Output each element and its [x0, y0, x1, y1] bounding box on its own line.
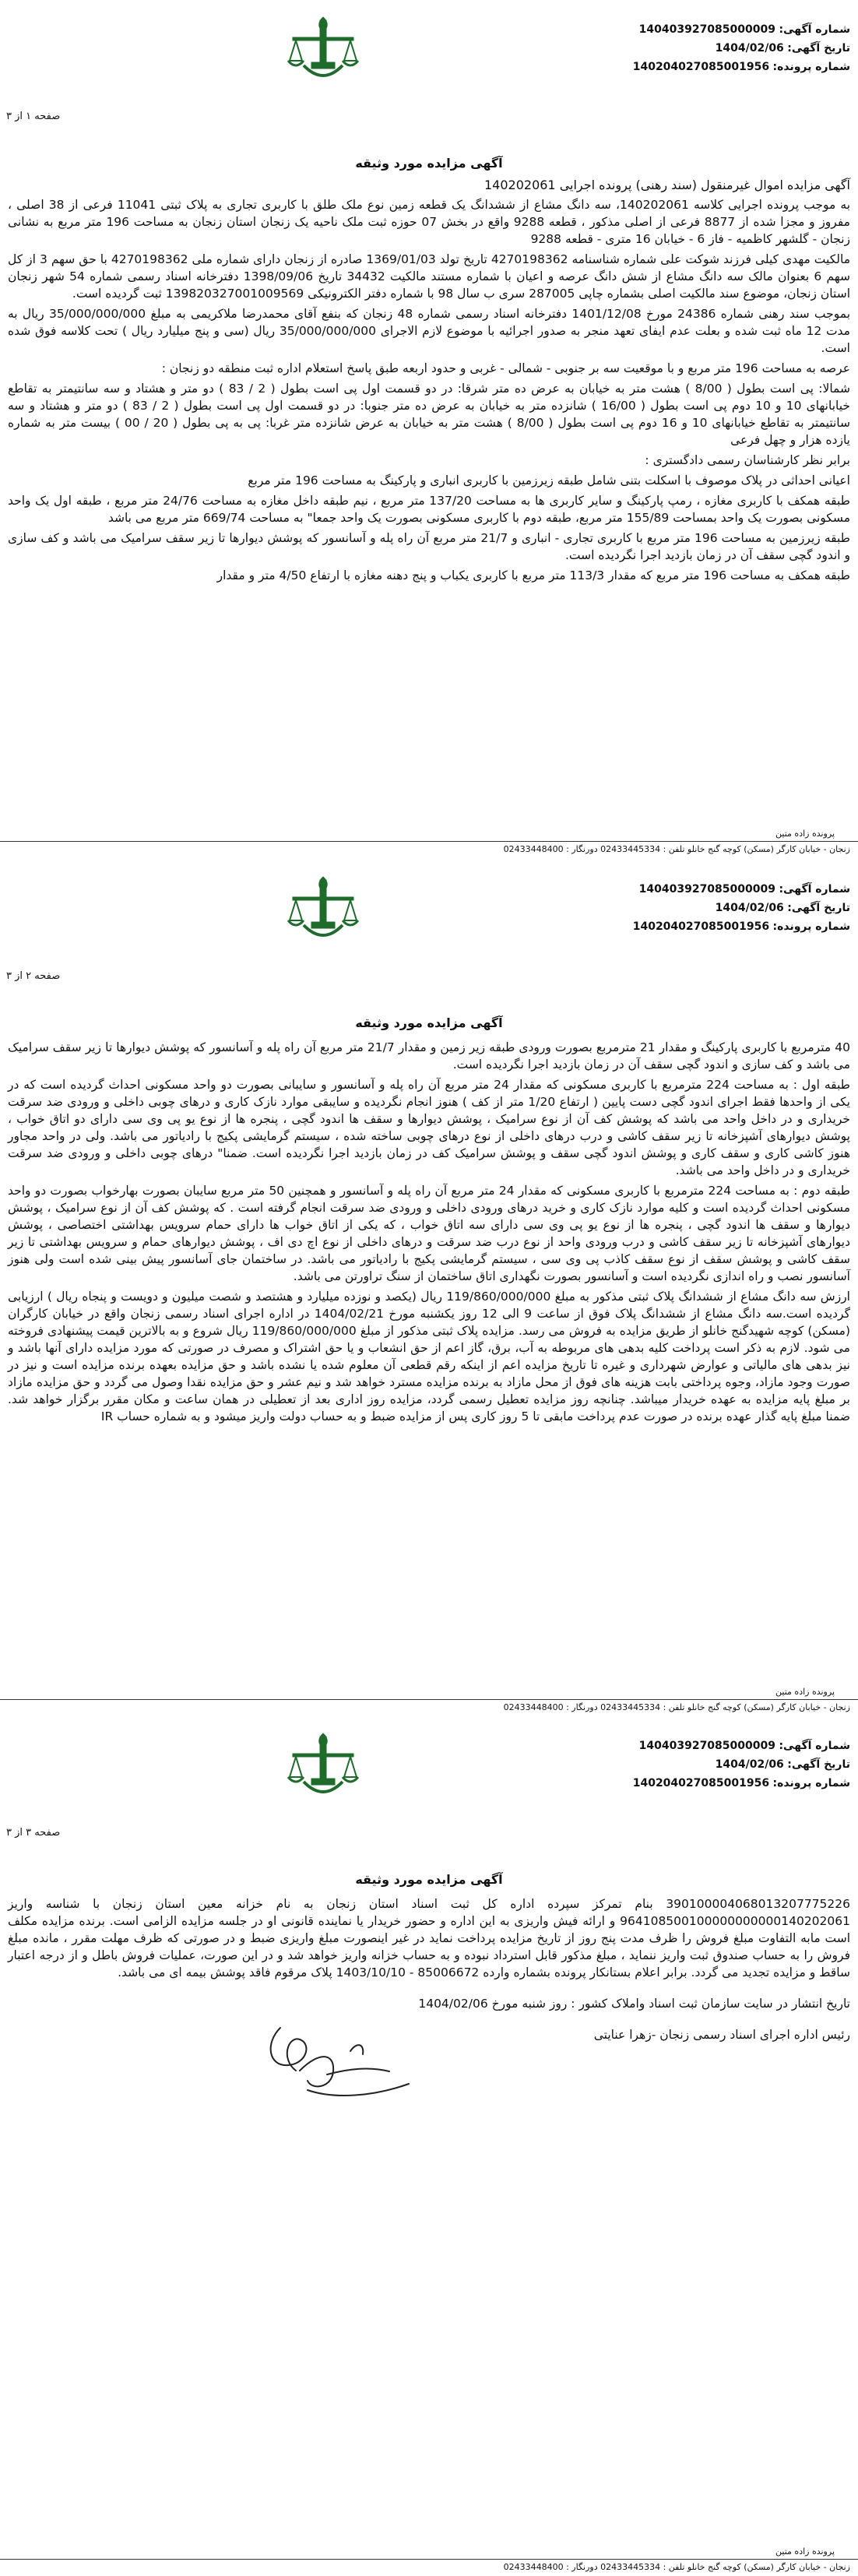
footer-divider: [0, 2559, 858, 2560]
page-header: [0, 0, 858, 156]
body-paragraph: طبقه همکف به مساحت 196 متر مربع که مقدار 113/3 متر مربع با کاربری یکباب و پنج دهنه مغازه با ارتفاع 4/50 متر و مقدار: [216, 568, 850, 582]
body-paragraph: طبقه دوم : به مساحت 224 مترمربع با کاربری مسکونی که مقدار 24 متر مربع آن راه پله و آسانسور و همچنین 50 متر مربع سایبان بصورت بهارخواب بصورت دو واحد مسکونی احداث گردیده است و کلیه موارد نازک کاری و خرید درهای ورودی داخلی و ورودی ضد سرقت انجام گرفته است . که پوشش کف آن از نوع سرامیک ، پوشش دیوارها و سقف ها اندود گچی ، پنجره ها از نوع یو پی وی سی دارای سه اتاق خواب ، که یکی از اتاق خواب ها دارای حمام سرویس بهداشتی اختصاصی ، پوشش دیوارهای آشپزخانه تا زیر سقف کاشی و درب ورودی واحد از نوع درب ضد سرقت و درهای داخلی از نوع اچ دی اف ، پوشش دیوارهای حمام و سرویس بهداشتی تا زیر سقف کاشی و پوشش سقف از نوع سقف کاذب پی وی سی ، سیستم گرمایشی پکیج با رادیاتور می باشد. در ساختمان جای آسانسور پیش بینی شده است ولی هنوز آسانسور نصب و راه اندازی نگردیده است و آسانسور بصورت نگهداری اتاق ساختمان از سنگ تراورتن می باشد.: [8, 1184, 850, 1283]
ad-meta: [405, 1737, 858, 1793]
file-number-value: 140204027085001956: [632, 920, 770, 933]
ad-title: آگهی مزایده مورد وثیقه: [355, 1015, 503, 1030]
footer-signature-label: پرونده زاده متین: [775, 829, 835, 839]
ad-date-label: تاریخ آگهی:: [787, 42, 850, 55]
ad-date-label: تاریخ آگهی:: [787, 1758, 850, 1771]
footer-signature-label: پرونده زاده متین: [775, 1687, 835, 1697]
footer-divider: [0, 841, 858, 842]
body-paragraph: 390100004068013207775226 بنام تمرکز سپرده اداره کل ثبت اسناد استان زنجان به نام خزانه معین استان زنجان با شناسه واریز 964108500100000000000140202061 و ارائه فیش واریزی به این اداره و حضور خریدار یا نماینده قانونی او در جلسه مزایده الزامی است. برنده مزایده مکلف است مابه التفاوت مبلغ فروش را ظرف مدت پنج روز از تاریخ مزایده پرداخت نماید در غیر اینصورت مبلغ واریزی ضبط و در صورتی که ظرف مهلت مقرر ، مانده مبلغ فروش را به حساب صندوق ثبت واریز ننماید ، مبلغ مذکور قابل استرداد نبوده و به حساب خزانه واریز خواهد شد و در این صورت، عملیات فروش باطل و از درجه اعتبار ساقط و مزایده تجدید می گردد. برابر اعلام بستانکار پرونده بشماره وارده 85006672 - 1403/10/10 پلاک مرقوم فاقد پوشش بیمه ای می باشد.: [8, 1897, 850, 1980]
body-paragraph: طبقه اول : به مساحت 224 مترمربع با کاربری مسکونی که مقدار 24 متر مربع آن راه پله و آسانسور و سایبانی بصورت دو واحد مسکونی احداث گردیده است که در یکی از واحدها فقط اجرای اندود گچی دست پایین ( ارتفاع 1/20 متر از کف ) هنوز انجام نگردیده و سایبقی موارد نازک کاری و درهای چوبی داخلی و ورودی ضد سرقت خریداری و در داخل واحد می باشد که پوشش کف آن از نوع سرامیک ، پوشش دیوارها و سقف ها اندود گچی ، پنجره ها از نوع یو پی وی سی دارای دو اتاق خواب ، پوشش دیوارهای آشپزخانه تا زیر سقف کاشی و درب درهای داخلی از نوع درهای چوبی ساخته شده ، سیستم گرمایشی پکیج با رادیاتور می باشد. ولی در واحد مجاور هنوز کاشی کاری و سقف کاری و پوشش اندود گچی سقف و پوشش سرامیک کف در زمان بازدید اجرا نگردیده است. ضمنا" درهای چوبی داخلی و ورودی ضد سرقت خریداری و در داخل واحد می باشد.: [8, 1078, 850, 1177]
ad-number-label: شماره آگهی:: [779, 23, 850, 36]
ad-number-value: 140403927085000009: [638, 1740, 775, 1752]
footer-address: زنجان - خیابان کارگر (مسکن) کوچه گنج خانلو تلفن : 02433445334 دورنگار : 02433448400: [503, 1702, 850, 1712]
page-3: [0, 1716, 858, 2576]
body-paragraph: به موجب پرونده اجرایی کلاسه 140202061، سه دانگ مشاع از ششدانگ یک قطعه زمین نوع ملک طلق با کاربری تجاری به پلاک ثبتی 11041 فرعی از 38 اصلی ، مفروز و مجزا شده از 8877 فرعی از اصلی مذکور ، قطعه 9288 واقع در بخش 07 حوزه ثبت ملک ناحیه یک زنجان استان زنجان به مساحت 196 متر مربع به نشانی زنجان - گلشهر کاظمیه - فاز 6 - خیابان 16 متری - قطعه 9288: [8, 198, 851, 246]
footer-address: زنجان - خیابان کارگر (مسکن) کوچه گنج خانلو تلفن : 02433445334 دورنگار : 02433448400: [503, 2562, 850, 2572]
ad-meta: [405, 880, 858, 936]
page-header: [0, 860, 858, 1015]
ad-date-value: 1404/02/06: [715, 42, 784, 55]
ad-title: آگهی مزایده مورد وثیقه: [355, 1872, 503, 1887]
body-paragraph: بموجب سند رهنی شماره 24386 مورخ 1401/12/08 دفترخانه اسناد رسمی شماره 48 زنجان که بنفع آقای محمدرضا ملاکریمی به مبلغ 35/000/000/000 ریال به مدت 12 ماه ثبت شده و بعلت عدم ایفای تعهد منجر به صدور اجرائیه با موضوع لازم الاجرای 35/000/000/000 ریال (سی و پنج میلیارد ریال ) تحت کلاسه فوق شده است.: [8, 307, 851, 355]
ad-number-label: شماره آگهی:: [779, 883, 850, 896]
page-header: [0, 1716, 858, 1872]
file-number-label: شماره پرونده:: [772, 920, 850, 933]
footer-address: زنجان - خیابان کارگر (مسکن) کوچه گنج خانلو تلفن : 02433445334 دورنگار : 02433448400: [503, 844, 850, 854]
ad-date-value: 1404/02/06: [715, 902, 784, 914]
body-paragraph: طبقه همکف با کاربری مغازه ، رمپ پارکینگ و سایر کاربری ها به مساحت 137/20 متر مربع ، نیم طبقه داخل مغازه به مساحت 24/76 متر مربع ، طبقه اول یک واحد مسکونی بصورت یک واحد بمساحت 155/89 متر مربع، طبقه دوم با کاربری مسکونی بصورت یک واحد جمعا" به مساحت 669/74 متر مربع می باشد: [8, 494, 850, 525]
judiciary-emblem: [273, 1730, 374, 1847]
body-paragraph: اعیانی احداثی در پلاک موصوف با اسکلت بتنی شامل طبقه زیرزمین با کاربری انباری و پارکینگ به مساحت 196 متر مربع: [248, 473, 850, 487]
ad-number-label: شماره آگهی:: [779, 1740, 850, 1752]
file-number-value: 140204027085001956: [632, 61, 770, 73]
body-paragraph: مالکیت مهدی کیلی فرزند شوکت علی شماره شناسنامه 4270198362 تاریخ تولد 1369/01/03 صادره از زنجان دارای شماره ملی 4270198362 با حق سهم 3 از کل سهم 6 بعنوان مالک سه دانگ مشاع از شش دانگ عرصه و اعیان با شماره مستند مالکیت 34432 تاریخ 1398/09/06 دفترخانه اسناد رسمی شماره 54 شهر زنجان استان زنجان، موضوع سند مالکیت اصلی بشماره چاپی 287005 سری ب سال 98 با شماره دفتر الکترونیکی 139820327001009569 ثبت گردیده است.: [8, 252, 850, 301]
page-2: [0, 860, 858, 1716]
ad-meta: [405, 20, 858, 76]
body-paragraph: شمالا: پی است بطول ( 8/00 ) هشت متر به خیابان به عرض ده متر شرقا: در دو قسمت اول پی است بطول ( 2 / 83 ) دو متر و هشتاد و سه سانتیمتر به تقاطع خیابانهای 10 و 10 دوم پی است بطول ( 16/00 ) شانزده متر به خیابان به عرض ده متر جنوبا: در دو قسمت اول پی است بطول ( 2 / 83 ) دو متر و هشتاد و سه سانتیمتر به تقاطع خیابانهای 10 و 16 دوم پی است بطول ( 8/00 ) هشت متر به خیابان به عرض شانزده متر غربا: پی به پی بطول ( 20 / 00 ) بیست متر به شماره یازده هزار و چهل فرعی: [8, 382, 851, 447]
ad-date-label: تاریخ آگهی:: [787, 902, 850, 914]
body-paragraph: 40 مترمربع با کاربری پارکینگ و مقدار 21 مترمربع بصورت ورودی طبقه زیر زمین و مقدار 21/7 متر مربع آن راه پله و آسانسور که پوشش دیوارها تا زیر سقف سرامیک می باشد و کف سازی و اندود گچی سقف آن در زمان بازدید اجرا نگردیده است.: [8, 1040, 850, 1072]
footer-signature-label: پرونده زاده متین: [775, 2546, 835, 2557]
ad-date-value: 1404/02/06: [715, 1758, 784, 1771]
body-paragraph: ارزش سه دانگ مشاع از ششدانگ پلاک ثبتی مذکور به مبلغ 119/860/000/000 ریال (یکصد و نوزده میلیارد و هشتصد و شصت میلیون و دویست و پنجاه ریال ) ارزیابی گردیده است.سه دانگ مشاع از ششدانگ پلاک فوق از ساعت 9 الی 12 روز یکشنبه مورخ 1404/02/21 در اداره اجرای اسناد رسمی زنجان واقع در خیابان کارگران (مسکن) کوچه شهیدگنج خانلو از طریق مزایده به فروش می رسد. مزایده پلاک ثبتی مذکور از مبلغ 119/860/000/000 ریال شروع و به بالاترین قیمت پیشنهادی فروخته می شود. لازم به ذکر است پرداخت کلیه بدهی های مربوطه به آب، برق، گاز اعم از حق انشعاب و یا حق اشتراک و مصرف در صورتی که مورد مزایده دارای آنها باشد و نیز بدهی های مالیاتی و عوارض شهرداری و غیره تا تاریخ مزایده اعم از اینکه رقم قطعی آن معلوم شده یا نشده باشد و حق مزایده بعهده برنده مزایده است و نیز در صورت وجود مازاد، وجوه پرداختی بابت هزینه های فوق از محل مازاد به برنده مزایده مسترد خواهد شد و نیم عشر و حق مزایده نقدا وصول می گردد و حق مزایده مازاد بر مبلغ پایه مزایده به عهده خریدار میباشد. چنانچه روز مزایده تعطیل رسمی گردد، مزایده روز اداری بعد از تعطیلی در همان ساعت و مکان مقرر برگزار خواهد شد. ضمنا مبلغ پایه گذار عهده برنده در صورت عدم پرداخت مابقی تا 5 روز کاری پس از مزایده ضبط و به حساب دولت واریز میشود و به شماره حساب IR: [8, 1290, 850, 1423]
ad-body: [0, 1034, 858, 1425]
body-paragraph: برابر نظر کارشناسان رسمی دادگستری :: [645, 453, 850, 467]
ad-body: [0, 196, 858, 584]
body-paragraph: طبقه زیرزمین به مساحت 196 متر مربع با کاربری تجاری - انباری و 21/7 متر مربع آن راه پله و آسانسور که پوشش دیوارها تا زیر سقف سرامیک می باشد و کف سازی و اندود گچی سقف آن در زمان بازدید اجرا نگردیده است.: [8, 531, 850, 562]
judiciary-emblem: [273, 874, 374, 991]
body-paragraph: عرصه به مساحت 196 متر مربع و با موقعیت سه بر جنوبی - شمالی - غربی و حدود اربعه طبق پاسخ استعلام اداره ثبت منطقه دو زنجان :: [161, 361, 850, 375]
file-number-label: شماره پرونده:: [772, 61, 850, 73]
page-number: صفحه ۱ از ۳: [6, 111, 61, 122]
footer-divider: [0, 1699, 858, 1700]
publication-date-line: تاریخ انتشار در سایت سازمان ثبت اسناد واملاک کشور : روز شنبه مورخ 1404/02/06: [418, 1997, 850, 2011]
page-1: [0, 0, 858, 860]
file-number-value: 140204027085001956: [632, 1777, 770, 1789]
page-number: صفحه ۳ از ۳: [6, 1827, 61, 1839]
ad-title: آگهی مزایده مورد وثیقه: [355, 156, 503, 171]
handwritten-signature: [234, 1997, 436, 2106]
file-number-label: شماره پرونده:: [772, 1777, 850, 1789]
judiciary-emblem: [273, 14, 374, 131]
ad-number-value: 140403927085000009: [638, 23, 775, 36]
ad-subtitle: آگهی مزایده اموال غیرمنقول (سند رهنی) پرونده اجرایی 140202061: [484, 178, 850, 192]
signer-name: رئیس اداره اجرای اسناد رسمی زنجان -زهرا عنایتی: [593, 2028, 850, 2042]
ad-number-value: 140403927085000009: [638, 883, 775, 896]
page-number: صفحه ۲ از ۳: [6, 970, 61, 982]
